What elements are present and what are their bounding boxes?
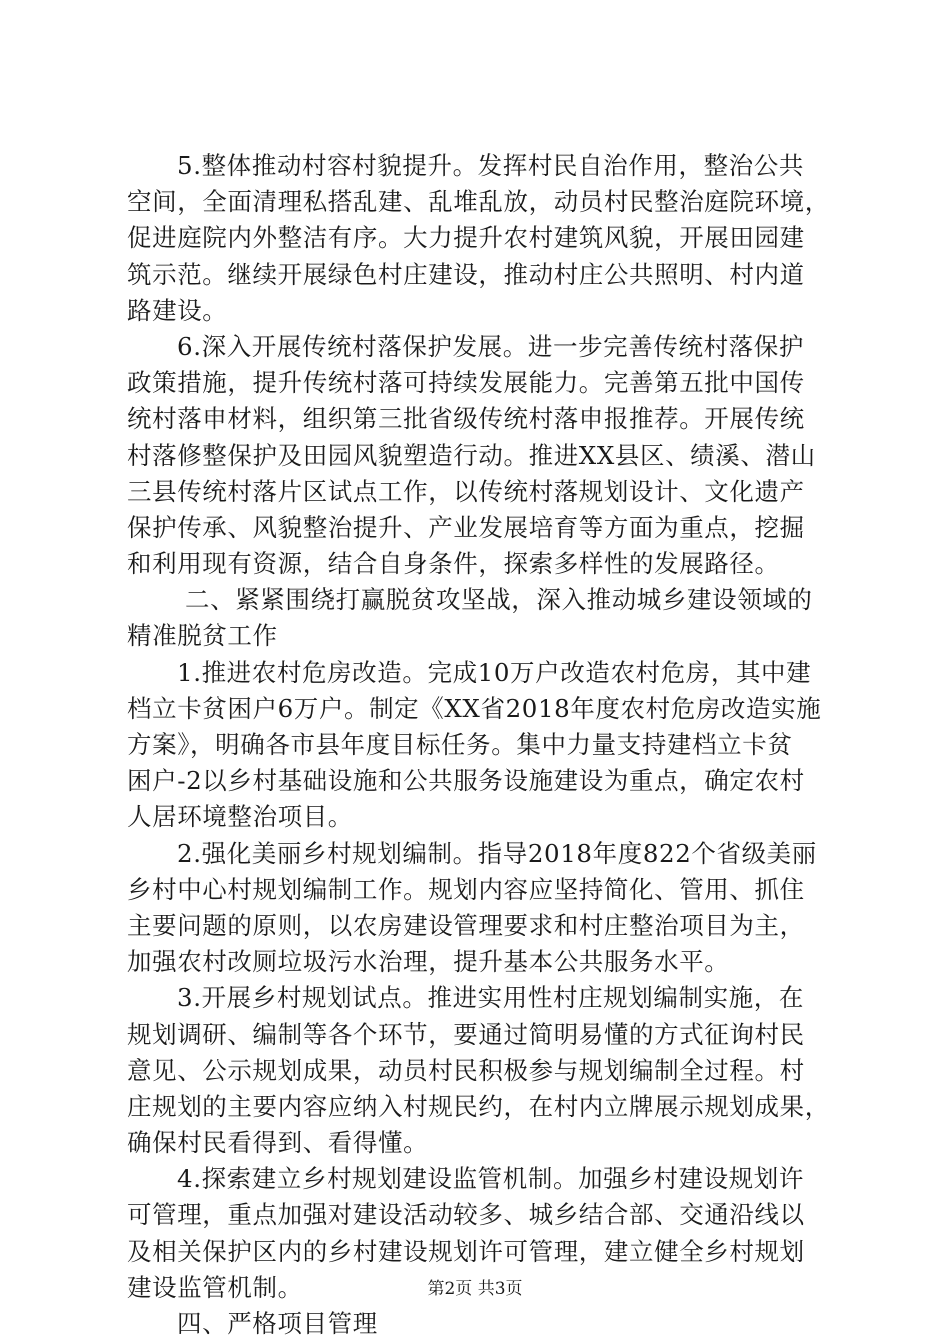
- text-line: 促进庭院内外整洁有序。大力提升农村建筑风貌，开展田园建: [127, 223, 805, 253]
- text-line: 三县传统村落片区试点工作，以传统村落规划设计、文化遗产: [127, 476, 805, 506]
- text-line: 规划调研、编制等各个环节，要通过简明易懂的方式征询村民: [127, 1019, 805, 1049]
- text-line: 加强农村改厕垃圾污水治理，提升基本公共服务水平。: [127, 947, 730, 977]
- text-line: 空间，全面清理私搭乱建、乱堆乱放，动员村民整治庭院环境，: [127, 187, 830, 217]
- text-line: 1.推进农村危房改造。完成10万户改造农村危房，其中建: [177, 657, 812, 687]
- text-line: 主要问题的原则，以农房建设管理要求和村庄整治项目为主，: [127, 910, 805, 940]
- page-footer: 第2页 共3页: [427, 1279, 523, 1299]
- text-line: 精准脱贫工作: [127, 621, 278, 651]
- text-line: 困户-2以乡村基础设施和公共服务设施建设为重点，确定农村: [127, 766, 805, 796]
- text-line: 建设监管机制。: [127, 1272, 303, 1302]
- text-line: 确保村民看得到、看得懂。: [127, 1128, 429, 1158]
- text-line: 四、严格项目管理: [177, 1309, 378, 1338]
- text-line: 村落修整保护及田园风貌塑造行动。推进XX县区、绩溪、潜山: [127, 440, 816, 470]
- text-line: 3.开展乡村规划试点。推进实用性村庄规划编制实施，在: [177, 983, 804, 1013]
- text-line: 可管理，重点加强对建设活动较多、城乡结合部、交通沿线以: [127, 1200, 805, 1230]
- text-line: 人居环境整治项目。: [127, 802, 353, 832]
- text-line: 方案》，明确各市县年度目标任务。集中力量支持建档立卡贫: [127, 730, 793, 759]
- document-body: [127, 148, 830, 1342]
- text-line: 4.探索建立乡村规划建设监管机制。加强乡村建设规划许: [177, 1164, 804, 1194]
- text-line: 意见、公示规划成果，动员村民积极参与规划编制全过程。村: [127, 1055, 805, 1085]
- text-line: 路建设。: [127, 295, 228, 325]
- text-line: 保护传承、风貌整治提升、产业发展培育等方面为重点，挖掘: [127, 512, 805, 542]
- text-line: 统村落申材料，组织第三批省级传统村落申报推荐。开展传统: [127, 404, 805, 434]
- text-line: 乡村中心村规划编制工作。规划内容应坚持简化、管用、抓住: [127, 874, 805, 904]
- text-line: 及相关保护区内的乡村建设规划许可管理，建立健全乡村规划: [127, 1236, 805, 1266]
- text-line: 档立卡贫困户6万户。制定《XX省2018年度农村危房改造实施: [127, 693, 822, 723]
- text-line: 二、紧紧围绕打赢脱贫攻坚战，深入推动城乡建设领域的: [185, 585, 813, 615]
- text-line: 2.强化美丽乡村规划编制。指导2018年度822个省级美丽: [177, 838, 817, 868]
- text-line: 筑示范。继续开展绿色村庄建设，推动村庄公共照明、村内道: [127, 259, 805, 289]
- text-line: 和利用现有资源，结合自身条件，探索多样性的发展路径。: [127, 549, 780, 579]
- text-line: 庄规划的主要内容应纳入村规民约，在村内立牌展示规划成果，: [127, 1091, 830, 1121]
- text-line: 6.深入开展传统村落保护发展。进一步完善传统村落保护: [177, 331, 804, 361]
- text-line: 政策措施，提升传统村落可持续发展能力。完善第五批中国传: [127, 368, 805, 398]
- text-line: 5.整体推动村容村貌提升。发挥村民自治作用，整治公共: [177, 151, 804, 180]
